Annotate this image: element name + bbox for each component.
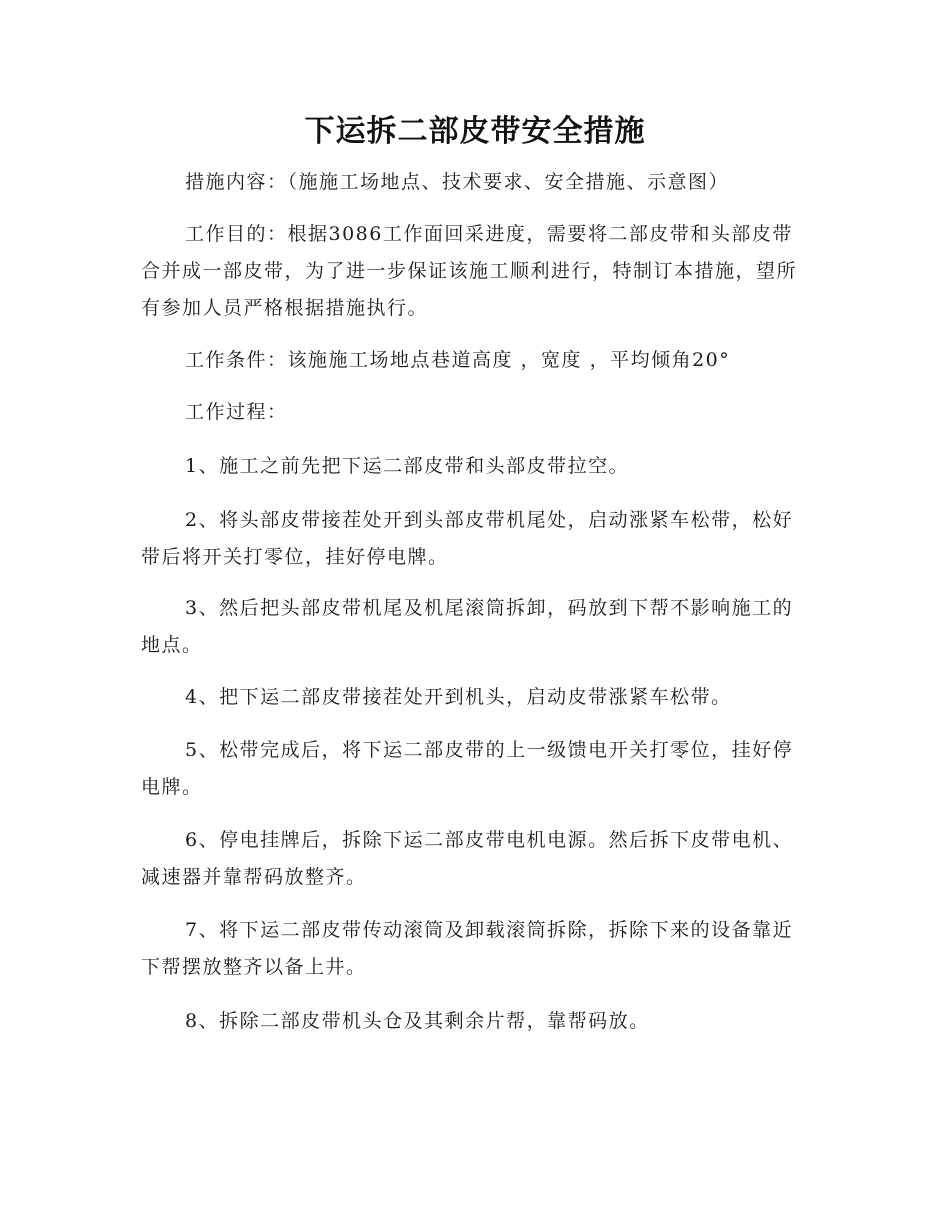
paragraph-step-2: 2、将头部皮带接茬处开到头部皮带机尾处，启动涨紧车松带，松好带后将开关打零位，挂好停电牌。 xyxy=(141,509,794,568)
paragraph-measure-content: 措施内容：（施施工场地点、技术要求、安全措施、示意图） xyxy=(185,171,730,193)
document-title: 下运拆二部皮带安全措施 xyxy=(304,114,646,149)
paragraph-step-6: 6、停电挂牌后，拆除下运二部皮带电机电源。然后拆下皮带电机、减速器并靠帮码放整齐。 xyxy=(141,829,794,888)
paragraph-step-5: 5、松带完成后，将下运二部皮带的上一级馈电开关打零位，挂好停电牌。 xyxy=(141,739,794,798)
paragraph-work-purpose: 工作目的：根据3086工作面回采进度，需要将二部皮带和头部皮带合并成一部皮带，为了进一步保证该施工顺利进行，特制订本措施，望所有参加人员严格根据措施执行。 xyxy=(141,223,798,319)
paragraph-work-conditions: 工作条件：该施施工场地点巷道高度 ，宽度 ，平均倾角20° xyxy=(185,349,731,371)
paragraph-step-8: 8、拆除二部皮带机头仓及其剩余片帮，靠帮码放。 xyxy=(185,1010,650,1032)
paragraph-step-4: 4、把下运二部皮带接茬处开到机头，启动皮带涨紧车松带。 xyxy=(185,686,732,708)
paragraph-step-1: 1、施工之前先把下运二部皮带和头部皮带拉空。 xyxy=(185,455,630,477)
paragraph-work-process-heading: 工作过程： xyxy=(185,401,288,423)
paragraph-step-3: 3、然后把头部皮带机尾及机尾滚筒拆卸，码放到下帮不影响施工的地点。 xyxy=(141,597,794,656)
paragraph-step-7: 7、将下运二部皮带传动滚筒及卸载滚筒拆除，拆除下来的设备靠近下帮摆放整齐以备上井。 xyxy=(141,919,794,978)
